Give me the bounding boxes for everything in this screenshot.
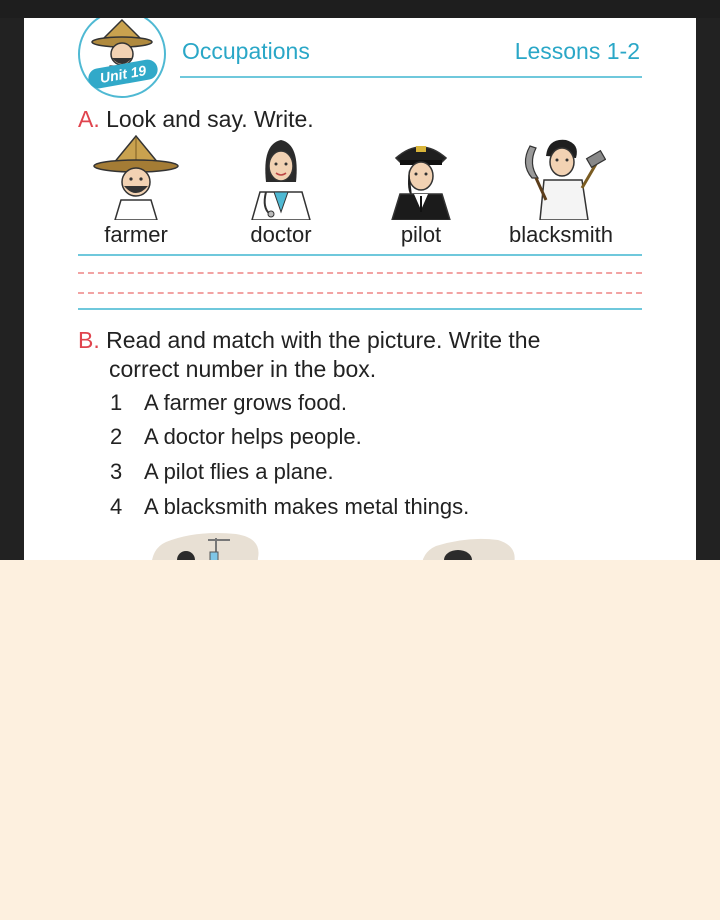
sentence-item <box>110 459 334 485</box>
section-a-instruction <box>78 106 314 133</box>
sentence-item <box>110 390 347 416</box>
section-b-letter: B. <box>78 327 100 353</box>
occupation-doctor <box>211 134 351 247</box>
header-underline <box>180 76 642 78</box>
sentence-number: 2 <box>110 424 123 449</box>
occupation-label: doctor <box>250 222 312 247</box>
occupation-label: pilot <box>400 222 442 247</box>
occupation-farmer <box>66 134 206 247</box>
unit-label: Unit 19 <box>87 58 159 90</box>
sentence-text: A blacksmith makes metal things. <box>144 494 470 519</box>
sentence-text: A pilot flies a plane. <box>144 459 334 484</box>
occupation-blacksmith <box>491 134 631 247</box>
sentence-number: 3 <box>110 459 123 484</box>
occupation-label: farmer <box>104 222 168 247</box>
unit-badge <box>78 18 168 100</box>
section-a-letter: A. <box>78 106 100 132</box>
lessons-label: Lessons 1-2 <box>514 38 640 64</box>
writing-line-dashed <box>78 292 642 294</box>
doctor-icon <box>236 134 326 220</box>
page-title: Occupations <box>182 38 310 64</box>
writing-line-top <box>78 254 642 256</box>
worksheet-page <box>24 18 696 578</box>
sentence-text: A farmer grows food. <box>144 390 347 415</box>
empty-lower-area <box>0 560 720 920</box>
sentence-item <box>110 424 362 450</box>
section-a-text: Look and say. Write. <box>106 106 314 132</box>
sentence-number: 4 <box>110 494 123 519</box>
writing-line-dashed <box>78 272 642 274</box>
sentence-number: 1 <box>110 390 123 415</box>
section-b-text-line1: Read and match with the picture. Write the <box>106 327 541 353</box>
section-b-text-line2: correct number in the box. <box>109 356 377 382</box>
occupation-pilot <box>351 134 491 247</box>
blacksmith-icon <box>516 134 606 220</box>
sentence-text: A doctor helps people. <box>144 424 362 449</box>
farmer-icon <box>91 134 181 220</box>
section-b-instruction <box>78 326 638 384</box>
writing-line-bottom <box>78 308 642 310</box>
pilot-icon <box>376 134 466 220</box>
sentence-item <box>110 494 469 520</box>
screen-top-bar <box>0 0 720 18</box>
occupation-label: blacksmith <box>509 222 613 247</box>
